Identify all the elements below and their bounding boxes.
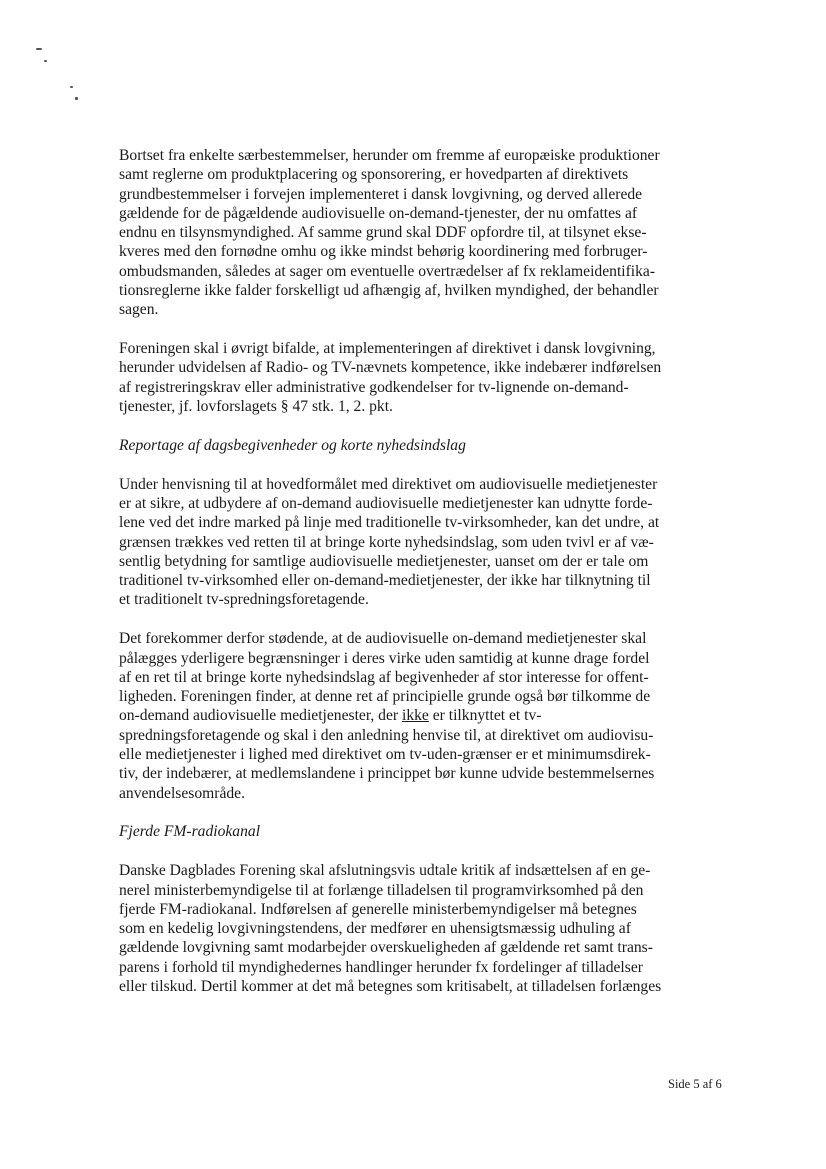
paragraph-registration: [119, 339, 731, 416]
text-line: af registreringskrav eller administrative godkendelser for tv-lignende on-demand-: [119, 378, 629, 396]
section-heading-fm-radio: Fjerde FM-radiokanal: [119, 823, 261, 841]
text-segment: er tilknyttet et tv-: [428, 707, 542, 725]
text-line: anvendelsesområde.: [119, 784, 245, 802]
text-line: nerel ministerbemyndigelse til at forlænge tilladelsen til programvirksomhed på den: [119, 881, 644, 899]
text-line: samt reglerne om produktplacering og sponsorering, er hovedparten af direktivets: [119, 166, 629, 184]
text-line: grænsen trækkes ved retten til at bringe korte nyhedsindslag, som uden tvivl er af væ-: [119, 533, 654, 551]
document-body: [119, 146, 731, 1016]
text-line: af en ret til at bringe korte nyhedsindslag af begivenheder af stor interesse for offent-: [119, 668, 649, 686]
scan-speck: [36, 48, 42, 50]
text-line: lene ved det indre marked på linje med traditionelle tv-virksomheder, kan det undre, at: [119, 514, 660, 532]
text-line: ligheden. Foreningen finder, at denne ret af principielle grunde også bør tilkomme de: [119, 688, 651, 706]
text-line: et traditionelt tv-spredningsforetagende.: [119, 591, 369, 609]
text-line: gældende lovgivning samt modarbejder overskueligheden af gældende ret samt trans-: [119, 939, 653, 957]
text-line: Bortset fra enkelte særbestemmelser, herunder om fremme af europæiske produktioner: [119, 147, 660, 164]
paragraph-fm-radio: [119, 861, 731, 996]
text-line: fjerde FM-radiokanal. Indførelsen af generelle ministerbemyndigelser må betegnes: [119, 900, 637, 918]
paragraph-supervision: [119, 146, 731, 320]
text-line: som en kedelig lovgivningstendens, der medfører en uhensigtsmæssig udhuling af: [119, 920, 631, 938]
text-line: Danske Dagblades Forening skal afslutningsvis udtale kritik af indsættelsen af en ge-: [119, 862, 651, 880]
text-line: gældende for de pågældende audiovisuelle on-demand-tjenester, der nu omfattes af: [119, 204, 638, 222]
text-line: er at sikre, at udbydere af on-demand audiovisuelle medietjenester kan udnytte forde-: [119, 494, 653, 512]
underlined-word: ikke: [402, 707, 429, 725]
scan-speck: [44, 60, 47, 62]
text-line: sagen.: [119, 301, 159, 319]
text-line: tionsreglerne ikke falder forskelligt ud afhængig af, hvilken myndighed, der behandler: [119, 282, 659, 300]
page-number: Side 5 af 6: [668, 1077, 722, 1091]
text-line: endnu en tilsynsmyndighed. Af samme grund skal DDF opfordre til, at tilsynet ekse-: [119, 224, 647, 242]
text-line: Det forekommer derfor stødende, at de audiovisuelle on-demand medietjenester skal: [119, 630, 647, 648]
text-line: grundbestemmelser i forvejen implementeret i dansk lovgivning, og derved allerede: [119, 185, 643, 203]
text-line: parens i forhold til myndighedernes handlinger herunder fx fordelinger af tilladelser: [119, 958, 643, 976]
text-line: spredningsforetagende og skal i den anledning henvise til, at direktivet om audiovisu-: [119, 726, 654, 744]
text-line: Foreningen skal i øvrigt bifalde, at implementeringen af direktivet i dansk lovgivning,: [119, 340, 656, 358]
text-line: ombudsmanden, således at sager om eventuelle overtrædelser af fx reklameidentifika-: [119, 262, 656, 280]
text-line: tiv, der indebærer, at medlemslandene i princippet bør kunne udvide bestemmelsernes: [119, 765, 655, 783]
text-line: elle medietjenester i lighed med direktivet om tv-uden-grænser er et minimumsdirek-: [119, 746, 651, 764]
text-line: traditionel tv-virksomhed eller on-demand-medietjenester, der ikke har tilknytning til: [119, 572, 651, 590]
paragraph-on-demand-restrictions: [119, 629, 731, 803]
section-heading-news-reporting: Reportage af dagsbegivenheder og korte nyhedsindslag: [119, 436, 466, 454]
text-line: sentlig betydning for samtlige audiovisuelle medietjenester, uanset om der er tale om: [119, 552, 649, 570]
text-line: tjenester, jf. lovforslagets § 47 stk. 1, 2. pkt.: [119, 398, 393, 416]
text-line: pålægges yderligere begrænsninger i deres virke uden samtidig at kunne drage fordel: [119, 649, 650, 667]
paragraph-short-news: [119, 475, 731, 610]
scan-speck: [75, 97, 78, 100]
scan-speck: [70, 86, 73, 88]
text-line: Under henvisning til at hovedformålet med direktivet om audiovisuelle medietjenester: [119, 475, 658, 493]
text-line: herunder udvidelsen af Radio- og TV-nævnets kompetence, ikke indebærer indførelsen: [119, 359, 662, 377]
text-line: kveres med den fornødne omhu og ikke mindst behørig koordinering med forbruger-: [119, 243, 648, 261]
text-segment: on-demand audiovisuelle medietjenester, der: [119, 707, 402, 725]
text-line: eller tilskud. Dertil kommer at det må betegnes som kritisabelt, at tilladelsen forlænges: [119, 977, 662, 995]
